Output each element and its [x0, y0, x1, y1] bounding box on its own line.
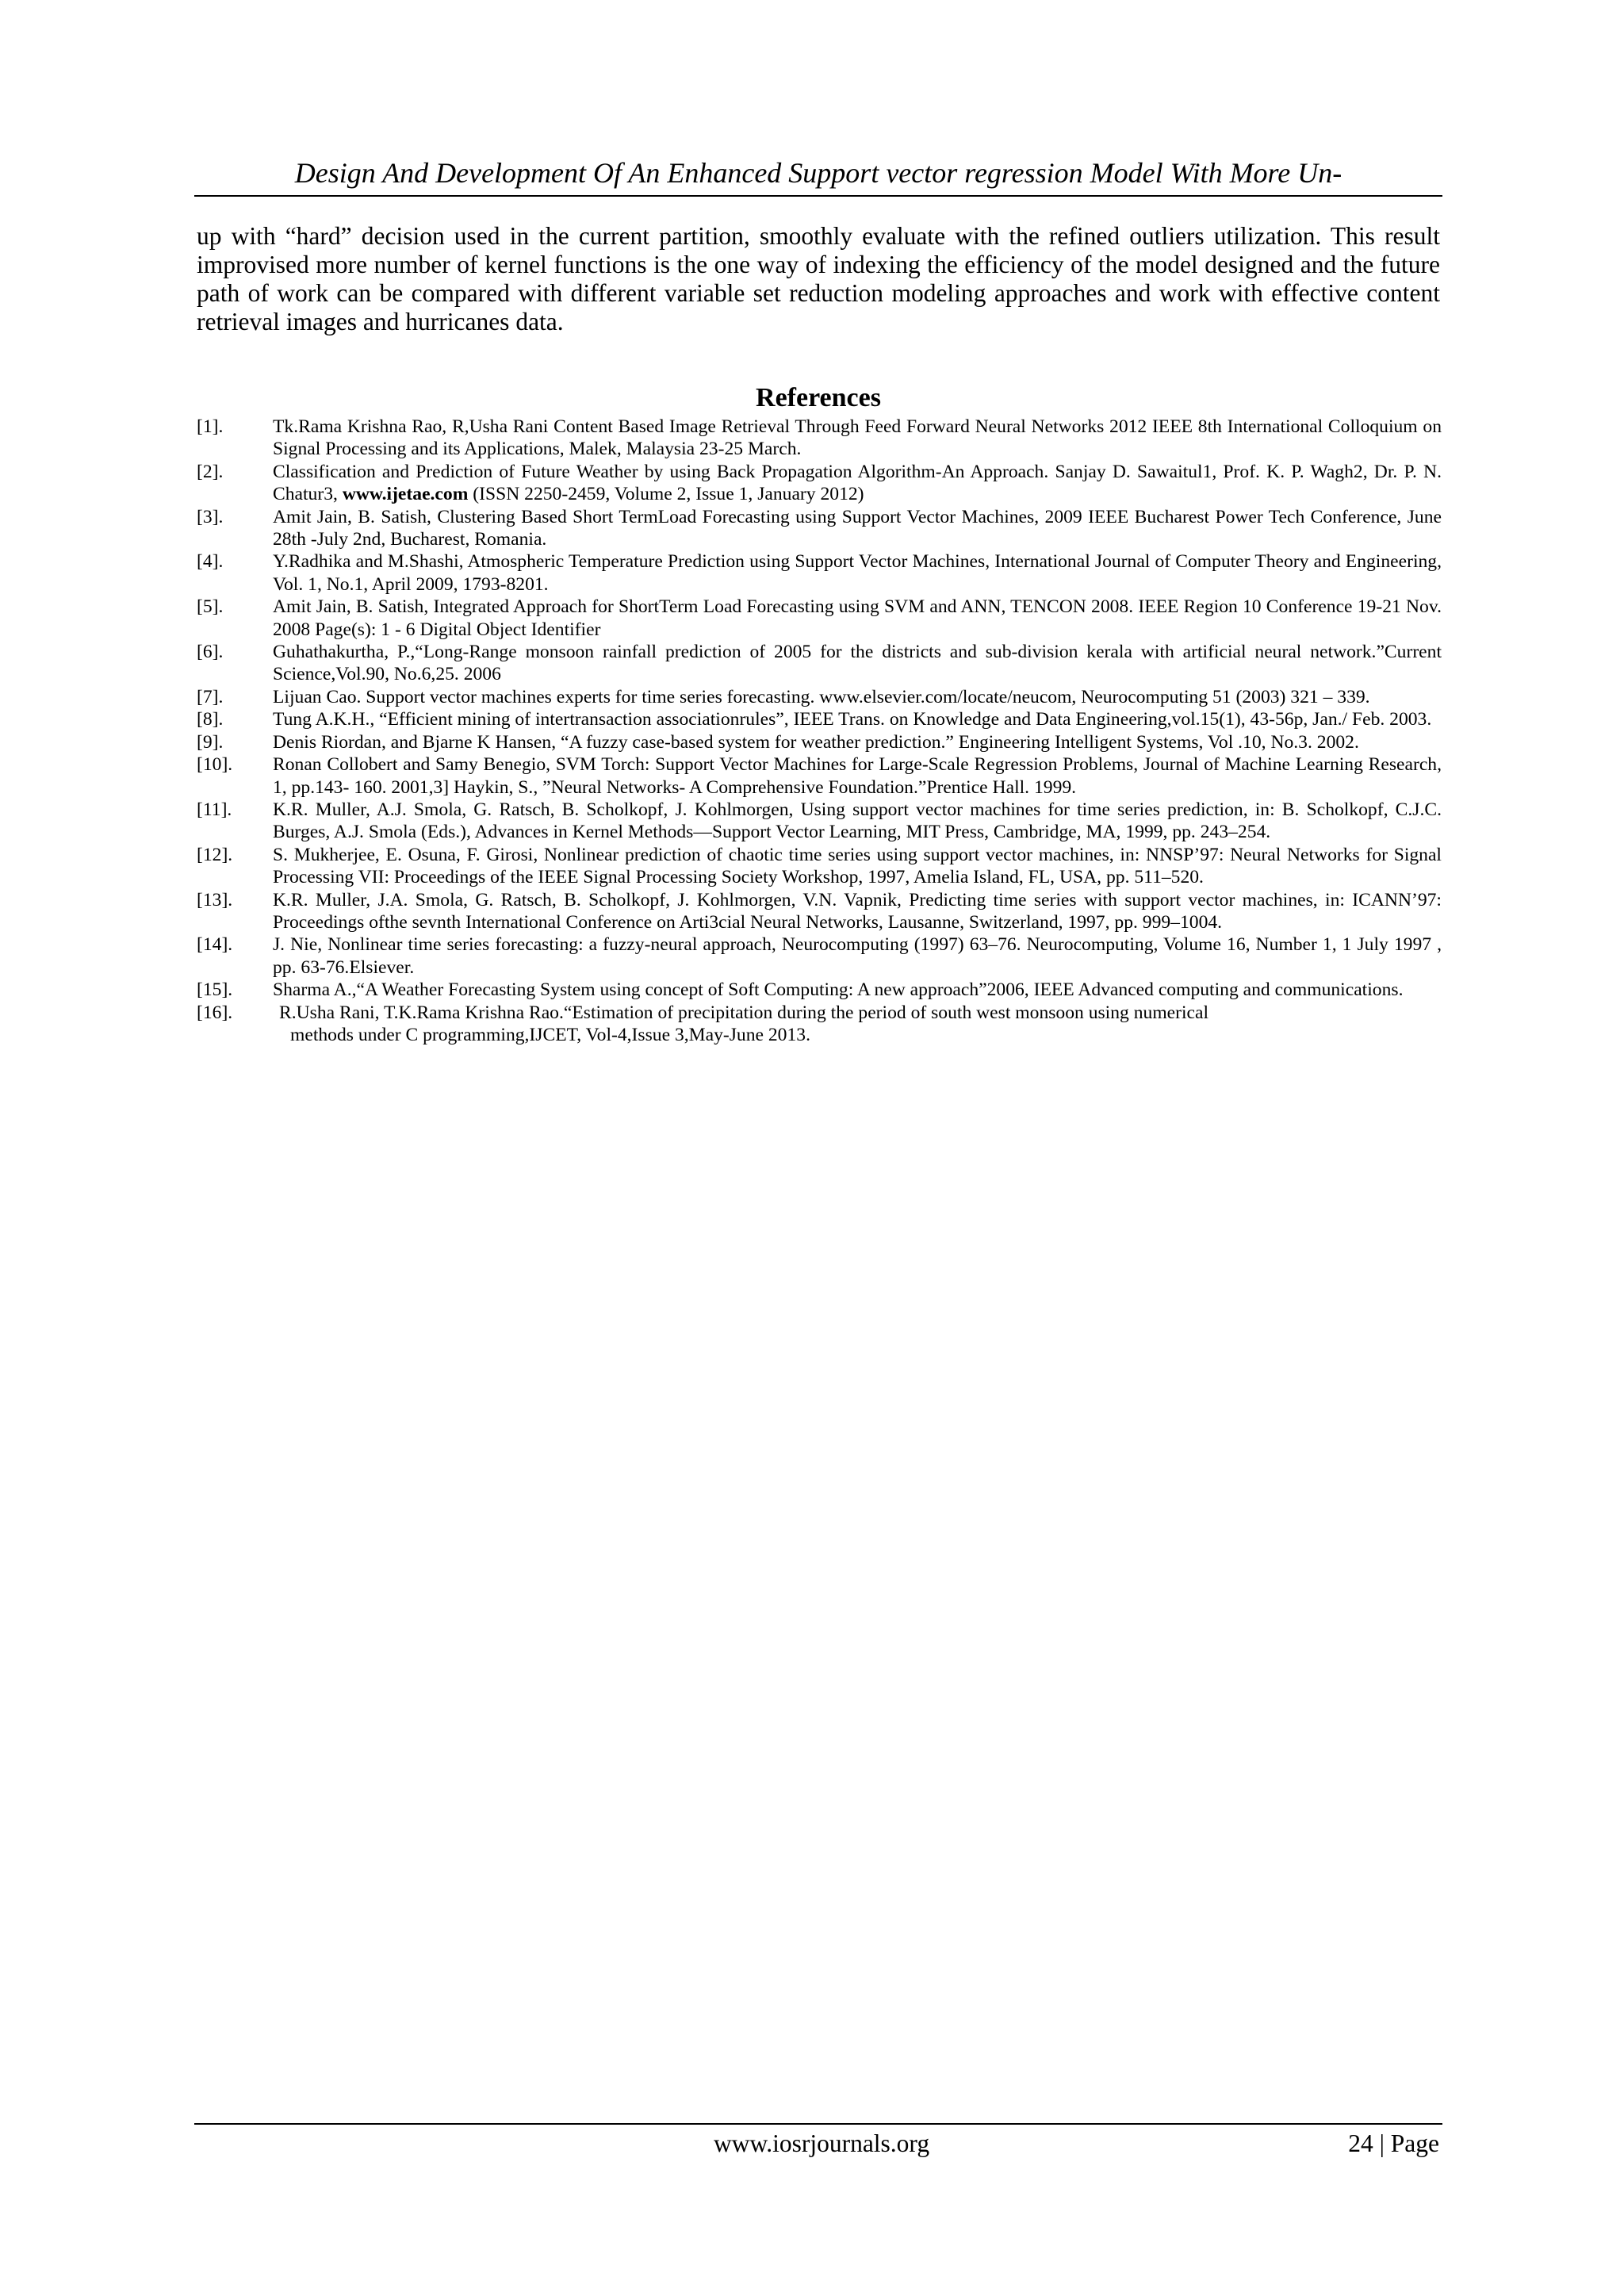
body-paragraph: up with “hard” decision used in the current partition, smoothly evaluate with the refined outliers utilization. This result improvised more number of kernel functions is the one way of indexing the efficiency of the model designed and the future path of work can be compared with different variable set reduction modeling approaches and work with effective content retrieval images and hurricanes data.	[197, 222, 1440, 335]
page-number: 24 | Page	[1348, 2129, 1439, 2157]
reference-item	[197, 799, 1442, 844]
footer-rule	[194, 2123, 1442, 2125]
running-title: Design And Development Of An Enhanced Support vector regression Model With More Un-	[294, 157, 1342, 189]
reference-text: Denis Riordan, and Bjarne K Hansen, “A fuzzy case-based system for weather prediction.” Engineering Intelligent Systems, Vol .10, No.3. 2002.	[273, 731, 1359, 753]
reference-number: [14].	[197, 934, 233, 956]
reference-number: [11].	[197, 799, 232, 820]
reference-item	[197, 844, 1442, 889]
reference-number: [5].	[197, 596, 224, 618]
reference-number: [7].	[197, 686, 224, 707]
reference-item	[197, 933, 1442, 979]
reference-text-part: (ISSN 2250-2459, Volume 2, Issue 1, January 2012)	[468, 484, 864, 505]
reference-item	[197, 416, 1442, 461]
reference-number: [2].	[197, 461, 224, 482]
reference-text: Amit Jain, B. Satish, Integrated Approach for ShortTerm Load Forecasting using SVM and ANN, TENCON 2008. IEEE Region 10 Conference 19-21 Nov. 2008 Page(s): 1 - 6 Digital Object Identifier	[273, 596, 1442, 640]
reference-text: Y.Radhika and M.Shashi, Atmospheric Temperature Prediction using Support Vector Machines, International Journal of Computer Theory and Engineering, Vol. 1, No.1, April 2009, 1793-8201.	[273, 551, 1442, 595]
reference-number: [15].	[197, 979, 233, 1001]
reference-text: Lijuan Cao. Support vector machines experts for time series forecasting. www.elsevier.com/locate/neucom, Neurocomputing 51 (2003) 321 – 339.	[273, 686, 1370, 707]
reference-number: [13].	[197, 889, 233, 910]
reference-number: [3].	[197, 506, 224, 527]
reference-item	[197, 889, 1442, 934]
reference-text-line: methods under C programming,IJCET, Vol-4,Issue 3,May-June 2013.	[290, 1024, 810, 1045]
reference-item	[197, 686, 1442, 708]
reference-text: K.R. Muller, A.J. Smola, G. Ratsch, B. Scholkopf, J. Kohlmorgen, Using support vector machines for time series prediction, in: B. Scholkopf, C.J.C. Burges, A.J. Smola (Eds.), Advances in Kernel Methods—Support Vector Learning, MIT Press, Cambridge, MA, 1999, pp. 243–254.	[273, 799, 1442, 843]
reference-item	[197, 506, 1442, 551]
header-rule	[194, 195, 1442, 197]
reference-number: [1].	[197, 416, 224, 437]
reference-text: K.R. Muller, J.A. Smola, G. Ratsch, B. Scholkopf, J. Kohlmorgen, V.N. Vapnik, Predicting time series with support vector machines, in: ICANN’97: Proceedings ofthe sevnth International Conference on Arti3cial Neural Networks, Lausanne, Switzerland, 1997, pp. 999–1004.	[273, 889, 1442, 933]
reference-text: Amit Jain, B. Satish, Clustering Based Short TermLoad Forecasting using Support Vector Machines, 2009 IEEE Bucharest Power Tech Conference, June 28th -July 2nd, Bucharest, Romania.	[273, 506, 1442, 550]
reference-number: [9].	[197, 731, 224, 753]
reference-text: Tung A.K.H., “Efficient mining of intertransaction associationrules”, IEEE Trans. on Knowledge and Data Engineering,vol.15(1), 43-56p, Jan./ Feb. 2003.	[273, 709, 1432, 730]
reference-list	[197, 416, 1442, 1046]
reference-text: Tk.Rama Krishna Rao, R,Usha Rani Content Based Image Retrieval Through Feed Forward Neural Networks 2012 IEEE 8th International Colloquium on Signal Processing and its Applications, Malek, Malaysia 23-25 March.	[273, 416, 1442, 460]
footer-url[interactable]: www.iosrjournals.org	[714, 2129, 930, 2157]
reference-text: Guhathakurtha, P.,“Long-Range monsoon rainfall prediction of 2005 for the districts and sub-division kerala with artificial neural network.”Current Science,Vol.90, No.6,25. 2006	[273, 642, 1442, 685]
reference-number: [12].	[197, 844, 233, 865]
reference-text: Ronan Collobert and Samy Benegio, SVM Torch: Support Vector Machines for Large-Scale Regression Problems, Journal of Machine Learning Research, 1, pp.143- 160. 2001,3] Haykin, S., ”Neural Networks- A Comprehensive Foundation.”Prentice Hall. 1999.	[273, 754, 1442, 798]
reference-text: Sharma A.,“A Weather Forecasting System using concept of Soft Computing: A new approach”2006, IEEE Advanced computing and communications.	[273, 979, 1404, 1001]
reference-item	[197, 753, 1442, 799]
reference-item	[197, 979, 1442, 1001]
reference-item	[197, 550, 1442, 596]
references-heading: References	[756, 383, 881, 412]
reference-number: [10].	[197, 754, 233, 776]
reference-number: [4].	[197, 551, 224, 573]
reference-item	[197, 596, 1442, 641]
reference-text-part: Classification and Prediction of Future Weather by using Back Propagation Algorithm-An Approach. Sanjay D. Sawaitul1, Prof. K. P. Wagh2, Dr. P. N. Chatur3,	[273, 461, 1442, 505]
reference-item	[197, 461, 1442, 506]
reference-text	[273, 461, 1442, 506]
reference-text	[273, 1002, 1442, 1047]
reference-text: J. Nie, Nonlinear time series forecasting: a fuzzy-neural approach, Neurocomputing (1997) 63–76. Neurocomputing, Volume 16, Number 1, 1 July 1997 , pp. 63-76.Elsiever.	[273, 934, 1442, 978]
reference-item	[197, 708, 1442, 730]
reference-item	[197, 1002, 1442, 1047]
reference-number: [8].	[197, 709, 224, 730]
reference-item	[197, 641, 1442, 686]
reference-text: S. Mukherjee, E. Osuna, F. Girosi, Nonlinear prediction of chaotic time series using support vector machines, in: NNSP’97: Neural Networks for Signal Processing VII: Proceedings of the IEEE Signal Processing Society Workshop, 1997, Amelia Island, FL, USA, pp. 511–520.	[273, 844, 1442, 888]
reference-number: [6].	[197, 642, 224, 663]
reference-link[interactable]: www.ijetae.com	[342, 484, 469, 505]
reference-item	[197, 731, 1442, 753]
reference-number: [16].	[197, 1002, 233, 1023]
reference-text-line: R.Usha Rani, T.K.Rama Krishna Rao.“Estimation of precipitation during the period of south west monsoon using numerical	[279, 1002, 1209, 1023]
